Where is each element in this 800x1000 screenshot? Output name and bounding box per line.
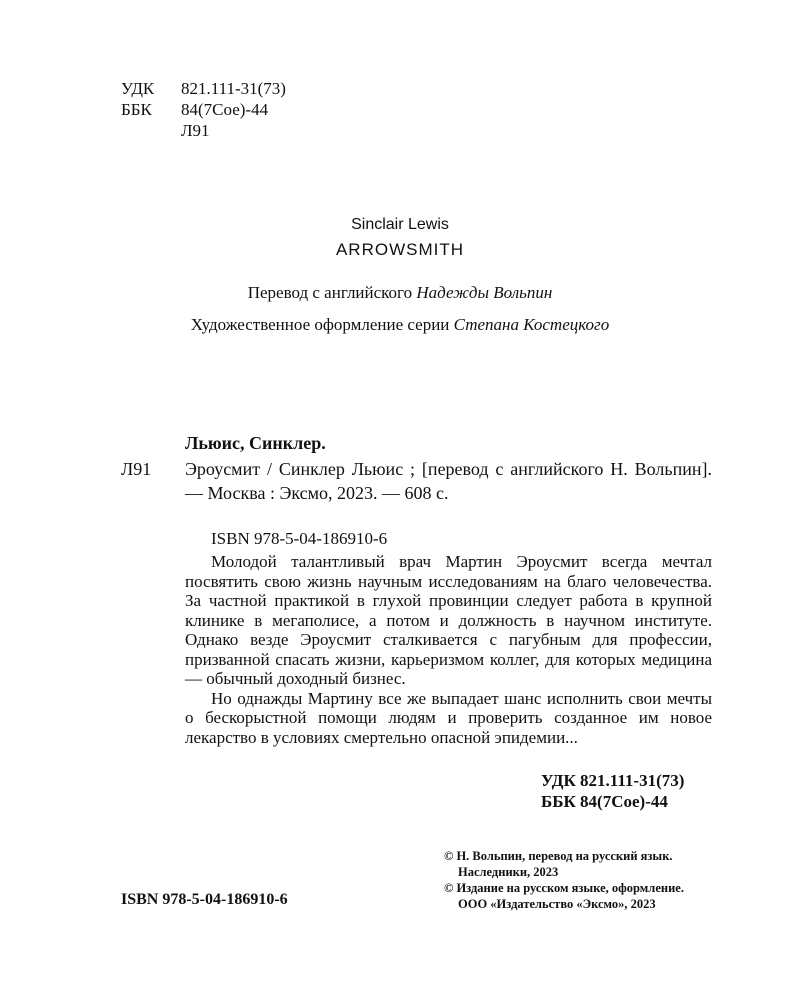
author-mark-row	[121, 120, 286, 141]
catalog-author-heading: Льюис, Синклер.	[185, 433, 326, 453]
annotation-udk: УДК 821.111-31(73)	[541, 771, 685, 790]
copyright-block	[444, 848, 684, 912]
udk-label: УДК	[121, 79, 155, 98]
copyright-translation-line-1: © Н. Вольпин, перевод на русский язык.	[444, 849, 673, 863]
footer-isbn: ISBN 978-5-04-186910-6	[121, 891, 288, 908]
annotation-paragraph-2: Но однажды Мартину все же выпадает шанс исполнить свои мечты о бескорыстной помощи людям и проверить созданное им новое лекарство в условиях смертельно опасной эпидемии...	[185, 688, 712, 747]
catalog-author-mark: Л91	[121, 459, 152, 479]
annotation-bbk: ББК 84(7Сое)-44	[541, 792, 668, 811]
bbk-label: ББК	[121, 100, 152, 119]
annotation-paragraph-1: Молодой талантливый врач Мартин Эроусмит всегда мечтал посвятить свою жизнь научным исследованиям на благо человечества. За частной практикой в глухой провинции следует работа в крупной клинике в мегаполисе, а потом и должность в научном институте. Однако везде Эроусмит сталкивается с пагубным для профессии, призванной спасать жизни, карьеризмом коллег, для которых медицина — обычный доходный бизнес.	[185, 552, 712, 688]
copyright-edition-line-2: ООО «Издательство «Эксмо», 2023	[458, 897, 656, 911]
translator-name: Надежды Вольпин	[416, 283, 553, 302]
copyright-edition	[444, 880, 684, 912]
copyright-translation-line-2: Наследники, 2023	[458, 865, 559, 879]
bbk-value: 84(7Сое)-44	[181, 100, 269, 119]
catalog-description: Эроусмит / Синклер Льюис ; [перевод с английского Н. Вольпин]. — Москва : Эксмо, 2023. — 608 с.	[185, 459, 712, 503]
annotation-codes	[541, 770, 684, 812]
design-prefix: Художественное оформление серии	[190, 315, 450, 334]
annotation	[185, 552, 712, 747]
original-title: ARROWSMITH	[335, 240, 465, 259]
designer-name: Степана Костецкого	[453, 315, 610, 334]
design-credit	[0, 315, 800, 335]
classification-codes	[121, 78, 286, 141]
translation-prefix: Перевод с английского	[247, 283, 413, 302]
copyright-translation	[444, 848, 684, 880]
copyright-edition-line-1: © Издание на русском языке, оформление.	[444, 881, 684, 895]
author-mark: Л91	[181, 121, 210, 140]
udk-value: 821.111-31(73)	[181, 79, 286, 98]
translation-credit	[0, 283, 800, 303]
original-author: Sinclair Lewis	[351, 216, 449, 233]
catalog-isbn: ISBN 978-5-04-186910-6	[211, 529, 388, 548]
bbk-row	[121, 99, 286, 120]
udk-row	[121, 78, 286, 99]
